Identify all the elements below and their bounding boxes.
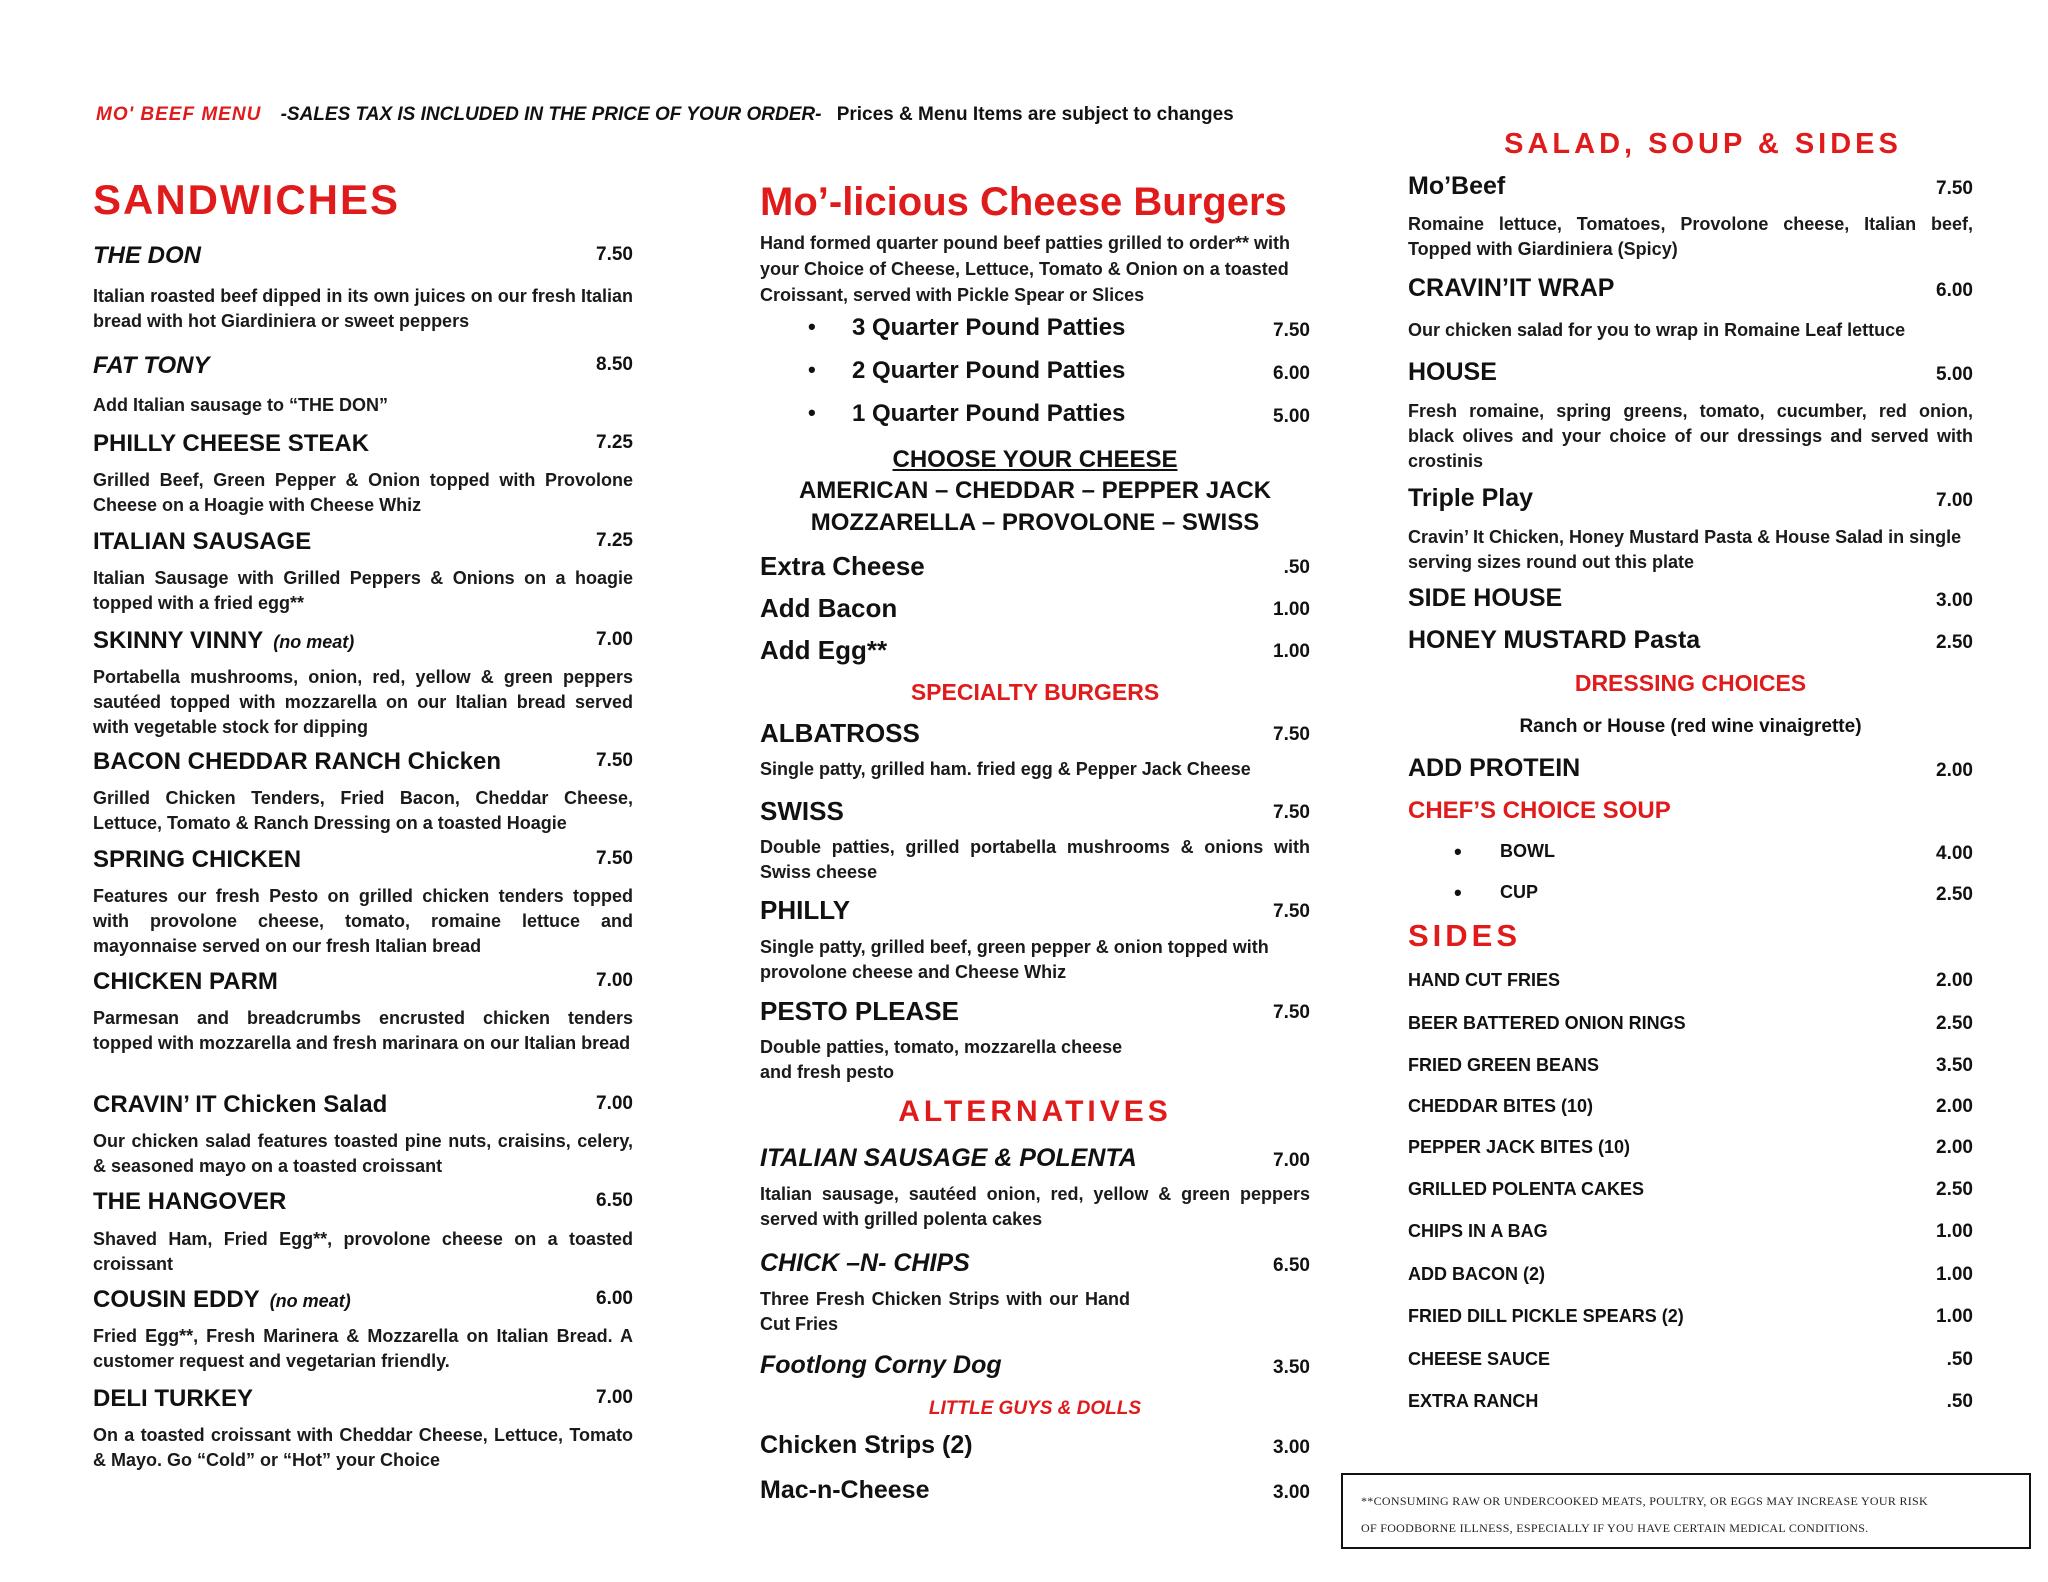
item-name: CRAVIN’ IT Chicken Salad xyxy=(93,1091,388,1118)
item-price: 3.00 xyxy=(1273,1482,1310,1503)
patty-price: 6.00 xyxy=(1273,363,1310,384)
item-description: Three Fresh Chicken Strips with our Hand Cut Fries xyxy=(760,1289,1130,1334)
item-price: 7.00 xyxy=(596,629,633,650)
no-meat-tag: (no meat) xyxy=(269,1291,351,1311)
item-price: 6.50 xyxy=(1273,1255,1310,1276)
item-name: SWISS xyxy=(760,796,844,826)
item-name: FRIED DILL PICKLE SPEARS (2) xyxy=(1408,1306,1684,1326)
health-notice xyxy=(1341,1473,2031,1549)
tax-note: -SALES TAX IS INCLUDED IN THE PRICE OF YOUR ORDER- xyxy=(280,104,822,125)
menu-item xyxy=(1408,172,1973,201)
brand-title: MO' BEEF MENU xyxy=(96,104,262,125)
item-description: Grilled Chicken Tenders, Fried Bacon, Cheddar Cheese, Lettuce, Tomato & Ranch Dressing on a toasted Hoagie xyxy=(93,788,633,833)
item-name: HOUSE xyxy=(1408,358,1497,386)
sides-title: SIDES xyxy=(1408,918,1522,953)
patty-price: 7.50 xyxy=(1273,320,1310,341)
item-price: 3.00 xyxy=(1936,590,1973,611)
extra-price: .50 xyxy=(1283,557,1310,578)
dressing-options: Ranch or House (red wine vinaigrette) xyxy=(1519,716,1862,737)
item-price: .50 xyxy=(1946,1349,1973,1370)
item-price: 7.50 xyxy=(1936,178,1973,199)
item-description: Features our fresh Pesto on grilled chicken tenders topped with provolone cheese, tomato, romaine lettuce and mayonnaise served on our fresh Italian bread xyxy=(93,886,633,956)
item-price: 7.50 xyxy=(596,848,633,869)
menu-item xyxy=(1408,358,1973,387)
item-price: 7.50 xyxy=(1273,901,1310,922)
item-name xyxy=(93,1286,633,1314)
extra-name: Add Egg** xyxy=(760,635,888,665)
item-price: 2.00 xyxy=(1936,1137,1973,1158)
item-description: Portabella mushrooms, onion, red, yellow & green peppers sautéed topped with mozzarella on our Italian bread served with vegetable stock for dipping xyxy=(93,667,633,737)
item-name xyxy=(93,627,633,655)
patty-name: 1 Quarter Pound Patties xyxy=(852,400,1126,427)
item-description: Parmesan and breadcrumbs encrusted chicken tenders topped with mozzarella and fresh marinara on our Italian bread xyxy=(93,1008,633,1053)
dressing-title: DRESSING CHOICES xyxy=(1574,670,1807,696)
item-name: Chicken Strips (2) xyxy=(760,1431,973,1459)
item-name: HONEY MUSTARD Pasta xyxy=(1408,626,1701,654)
item-description: Our chicken salad features toasted pine nuts, craisins, celery, & seasoned mayo on a toasted croissant xyxy=(93,1131,633,1176)
item-price: 6.00 xyxy=(596,1288,633,1309)
item-price: 7.00 xyxy=(596,970,633,991)
menu-item xyxy=(760,1476,1310,1505)
item-name: DELI TURKEY xyxy=(93,1385,254,1412)
item-price: 2.50 xyxy=(1936,632,1973,653)
item-name: THE HANGOVER xyxy=(93,1188,287,1215)
item-price: 7.00 xyxy=(596,1387,633,1408)
menu-item xyxy=(93,1385,633,1413)
menu-item xyxy=(1408,584,1973,613)
bullet-icon: • xyxy=(1454,880,1462,905)
item-name: HAND CUT FRIES xyxy=(1408,970,1560,990)
menu-item xyxy=(93,968,633,996)
item-description: Our chicken salad for you to wrap in Romaine Leaf lettuce xyxy=(1408,320,1906,340)
extra-item xyxy=(760,635,1310,666)
item-name: SPRING CHICKEN xyxy=(93,846,302,873)
item-description: Double patties, grilled portabella mushrooms & onions with Swiss cheese xyxy=(760,837,1310,882)
side-item xyxy=(1408,1096,1973,1117)
side-item xyxy=(1408,1137,1973,1158)
patty-price: 5.00 xyxy=(1273,406,1310,427)
salads-title: SALAD, SOUP & SIDES xyxy=(1504,128,1902,160)
item-name: CHEESE SAUCE xyxy=(1408,1349,1551,1369)
item-price: 7.00 xyxy=(1936,490,1973,511)
menu-item xyxy=(93,1286,633,1314)
item-name: ITALIAN SAUSAGE & POLENTA xyxy=(760,1144,1137,1172)
item-name: CHIPS IN A BAG xyxy=(1408,1221,1548,1241)
bullet-icon: • xyxy=(808,357,816,382)
item-name: ADD BACON (2) xyxy=(1408,1264,1545,1284)
item-price: 7.50 xyxy=(596,750,633,771)
item-price: 6.00 xyxy=(1936,280,1973,301)
menu-item xyxy=(93,1091,633,1119)
item-name: ITALIAN SAUSAGE xyxy=(93,528,312,555)
item-price: 3.50 xyxy=(1273,1357,1310,1378)
item-name: SIDE HOUSE xyxy=(1408,584,1563,612)
soup-price: 2.50 xyxy=(1936,884,1973,905)
menu-item xyxy=(93,627,633,655)
menu-item xyxy=(1408,626,1973,655)
menu-item xyxy=(93,528,633,556)
bullet-icon: • xyxy=(808,314,816,339)
side-item xyxy=(1408,1221,1973,1242)
item-price: 2.50 xyxy=(1936,1013,1973,1034)
item-description: Fresh romaine, spring greens, tomato, cucumber, red onion, black olives and your choice of our dressings and served with crostinis xyxy=(1408,401,1973,471)
item-name: CHEDDAR BITES (10) xyxy=(1408,1096,1594,1116)
item-price: 7.25 xyxy=(596,530,633,551)
item-price: 1.00 xyxy=(1936,1264,1973,1285)
item-name: Triple Play xyxy=(1408,484,1534,512)
item-name: PESTO PLEASE xyxy=(760,996,959,1026)
item-name: Footlong Corny Dog xyxy=(760,1351,1002,1379)
extra-name: Add Bacon xyxy=(760,593,898,623)
menu-item xyxy=(93,430,633,458)
side-item xyxy=(1408,1349,1973,1370)
item-name: THE DON xyxy=(93,242,201,269)
item-price: 3.50 xyxy=(1936,1055,1973,1076)
item-price: .50 xyxy=(1946,1391,1973,1412)
bullet-icon: • xyxy=(1454,839,1462,864)
item-name: EXTRA RANCH xyxy=(1408,1391,1539,1411)
menu-item xyxy=(93,748,633,776)
extra-price: 1.00 xyxy=(1273,641,1310,662)
menu-item xyxy=(1408,754,1973,783)
bullet-icon: • xyxy=(808,400,816,425)
side-item xyxy=(1408,1306,1973,1327)
item-description: Italian sausage, sautéed onion, red, yellow & green peppers served with grilled polenta cakes xyxy=(760,1184,1310,1229)
soup-title: CHEF’S CHOICE SOUP xyxy=(1408,797,1671,824)
menu-item xyxy=(93,242,633,270)
item-name: ADD PROTEIN xyxy=(1408,754,1581,782)
notice-line2: OF FOODBORNE ILLNESS, ESPECIALLY IF YOU HAVE CERTAIN MEDICAL CONDITIONS. xyxy=(1361,1521,1869,1535)
menu-item xyxy=(760,718,1310,749)
subject-note: Prices & Menu Items are subject to changes xyxy=(836,104,1234,125)
menu-item xyxy=(760,996,1310,1027)
item-name: PEPPER JACK BITES (10) xyxy=(1408,1137,1631,1157)
item-price: 1.00 xyxy=(1936,1306,1973,1327)
menu-item xyxy=(93,352,633,380)
item-price: 2.00 xyxy=(1936,760,1973,781)
item-name-text: SKINNY VINNY xyxy=(93,627,264,654)
item-description: Italian roasted beef dipped in its own juices on our fresh Italian bread with hot Giardiniera or sweet peppers xyxy=(93,286,633,331)
menu-item xyxy=(760,1431,1310,1460)
soup-size: CUP xyxy=(1500,882,1539,902)
item-description: Add Italian sausage to “THE DON” xyxy=(93,395,389,415)
item-description: Grilled Beef, Green Pepper & Onion topped with Provolone Cheese on a Hoagie with Cheese Whiz xyxy=(93,470,633,515)
item-price: 8.50 xyxy=(596,354,633,375)
patty-name: 3 Quarter Pound Patties xyxy=(852,314,1126,341)
specialty-burgers-title: SPECIALTY BURGERS xyxy=(910,679,1160,705)
extra-item xyxy=(760,593,1310,624)
item-price: 2.00 xyxy=(1936,1096,1973,1117)
item-description: Fried Egg**, Fresh Marinera & Mozzarella on Italian Bread. A customer request and vegetarian friendly. xyxy=(93,1326,633,1371)
item-description: Single patty, grilled beef, green pepper & onion topped with provolone cheese and Cheese Whiz xyxy=(760,937,1269,982)
cheese-heading: CHOOSE YOUR CHEESE xyxy=(892,446,1178,473)
extra-item xyxy=(760,551,1310,582)
item-description: On a toasted croissant with Cheddar Cheese, Lettuce, Tomato & Mayo. Go “Cold” or “Hot” your Choice xyxy=(93,1425,633,1470)
kids-menu-title: LITTLE GUYS & DOLLS xyxy=(928,1398,1142,1419)
menu-item xyxy=(760,1249,1310,1278)
item-name: BEER BATTERED ONION RINGS xyxy=(1408,1013,1686,1033)
item-price: 7.00 xyxy=(596,1093,633,1114)
no-meat-tag: (no meat) xyxy=(273,632,355,652)
item-price: 1.00 xyxy=(1936,1221,1973,1242)
cheese-options-line2: MOZZARELLA – PROVOLONE – SWISS xyxy=(810,509,1260,536)
item-name: Mac-n-Cheese xyxy=(760,1476,930,1504)
item-price: 7.00 xyxy=(1273,1150,1310,1171)
item-name: CRAVIN’IT WRAP xyxy=(1408,274,1615,302)
item-description: Shaved Ham, Fried Egg**, provolone cheese on a toasted croissant xyxy=(93,1229,633,1274)
menu-header xyxy=(96,104,1234,126)
soup-price: 4.00 xyxy=(1936,843,1973,864)
item-description: Single patty, grilled ham. fried egg & Pepper Jack Cheese xyxy=(760,759,1251,779)
item-description: Double patties, tomato, mozzarella cheese and fresh pesto xyxy=(760,1037,1123,1082)
item-price: 7.50 xyxy=(1273,724,1310,745)
item-name-text: COUSIN EDDY xyxy=(93,1286,260,1313)
item-name: CHICK –N- CHIPS xyxy=(760,1249,970,1277)
menu-item xyxy=(760,1144,1310,1173)
item-name: GRILLED POLENTA CAKES xyxy=(1408,1179,1645,1199)
cheese-options-line1: AMERICAN – CHEDDAR – PEPPER JACK xyxy=(798,477,1272,504)
item-description: Italian Sausage with Grilled Peppers & Onions on a hoagie topped with a fried egg** xyxy=(93,568,633,613)
item-name: Mo’Beef xyxy=(1408,172,1506,200)
item-price: 2.00 xyxy=(1936,970,1973,991)
menu-item xyxy=(760,895,1310,926)
item-price: 7.50 xyxy=(1273,1002,1310,1023)
side-item xyxy=(1408,970,1973,991)
item-name: FRIED GREEN BEANS xyxy=(1408,1055,1600,1075)
item-name: PHILLY xyxy=(760,895,851,925)
item-price: 7.50 xyxy=(596,244,633,265)
item-name: PHILLY CHEESE STEAK xyxy=(93,430,370,457)
menu-item xyxy=(760,796,1310,827)
item-price: 7.25 xyxy=(596,432,633,453)
item-price: 3.00 xyxy=(1273,1437,1310,1458)
side-item xyxy=(1408,1264,1973,1285)
menu-item xyxy=(93,846,633,874)
item-name: ALBATROSS xyxy=(760,718,920,748)
notice-line1: **CONSUMING RAW OR UNDERCOOKED MEATS, POULTRY, OR EGGS MAY INCREASE YOUR RISK xyxy=(1361,1494,1928,1508)
burgers-intro: Hand formed quarter pound beef patties grilled to order** with your Choice of Cheese, Lettuce, Tomato & Onion on a toasted Croissant, served with Pickle Spear or Slices xyxy=(760,233,1291,305)
item-price: 6.50 xyxy=(596,1190,633,1211)
item-name: BACON CHEDDAR RANCH Chicken xyxy=(93,748,502,775)
menu-item xyxy=(760,1351,1310,1380)
soup-size: BOWL xyxy=(1500,841,1555,861)
item-price: 5.00 xyxy=(1936,364,1973,385)
alternatives-title: ALTERNATIVES xyxy=(898,1095,1172,1128)
extra-name: Extra Cheese xyxy=(760,551,925,581)
burgers-title: Mo’-licious Cheese Burgers xyxy=(760,180,1287,224)
sandwiches-title: SANDWICHES xyxy=(93,176,401,223)
menu-item xyxy=(93,1188,633,1216)
menu-item xyxy=(1408,484,1973,513)
item-description: Cravin’ It Chicken, Honey Mustard Pasta & House Salad in single serving sizes round out this plate xyxy=(1408,527,1962,572)
item-name: CHICKEN PARM xyxy=(93,968,278,995)
side-item xyxy=(1408,1013,1973,1034)
side-item xyxy=(1408,1391,1973,1412)
item-description: Romaine lettuce, Tomatoes, Provolone cheese, Italian beef, Topped with Giardiniera (Spicy) xyxy=(1408,214,1973,259)
side-item xyxy=(1408,1179,1973,1200)
menu-item xyxy=(1408,274,1973,303)
item-price: 2.50 xyxy=(1936,1179,1973,1200)
patty-name: 2 Quarter Pound Patties xyxy=(852,357,1126,384)
side-item xyxy=(1408,1055,1973,1076)
extra-price: 1.00 xyxy=(1273,599,1310,620)
item-name: FAT TONY xyxy=(93,352,210,379)
item-price: 7.50 xyxy=(1273,802,1310,823)
